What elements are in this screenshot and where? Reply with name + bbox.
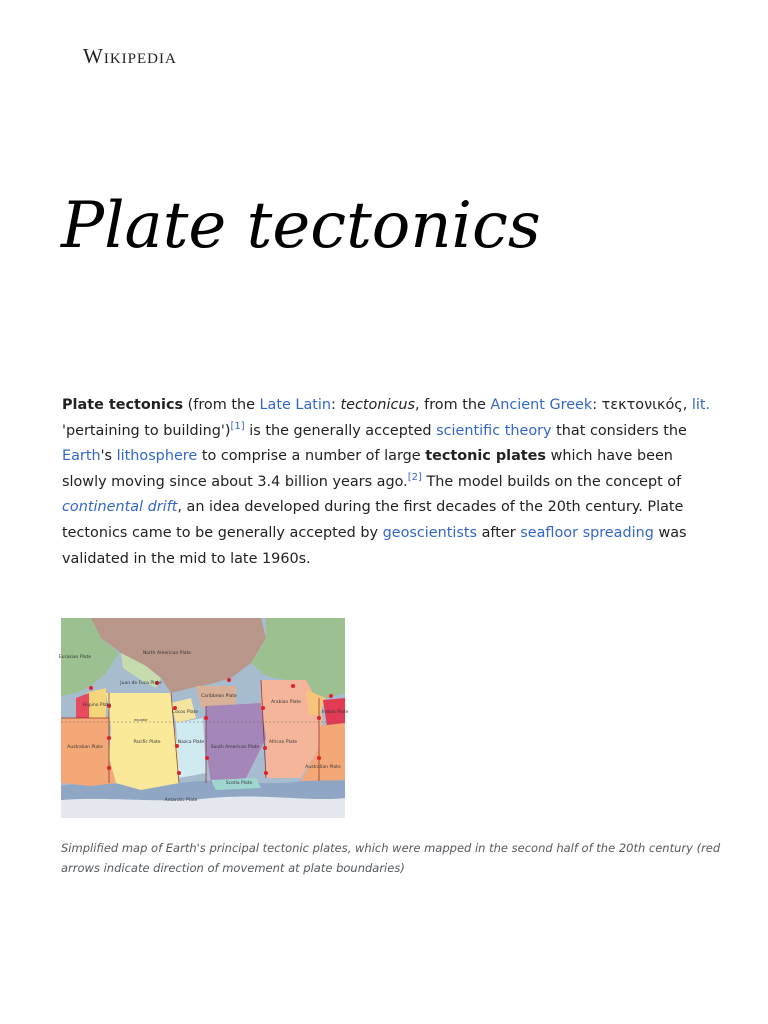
label-indian-plate: Indian Plate xyxy=(321,710,349,715)
lead-text: 's xyxy=(100,448,117,465)
label-australian-plate-east: Australian Plate xyxy=(305,765,341,770)
label-scotia-plate: Scotia Plate xyxy=(225,781,253,786)
link-lit[interactable]: lit. xyxy=(691,397,711,413)
page-title: Plate tectonics xyxy=(61,189,541,263)
link-continental-drift[interactable] xyxy=(62,499,177,515)
reference-2[interactable]: [2] xyxy=(407,471,422,483)
link-continental-drift-text: continental drift xyxy=(62,499,178,516)
label-south-american-plate: South American Plate xyxy=(210,745,260,750)
label-caribbean-plate: Caribbean Plate xyxy=(201,694,237,699)
tectonic-plates-map-image xyxy=(58,618,349,818)
figure-caption: Simplified map of Earth's principal tectonic plates, which were mapped in the second half of the 20th century (red arrows indicate direction of movement at plate boundaries) xyxy=(61,841,721,875)
lead-text: The model builds on the concept of xyxy=(421,473,682,490)
lead-paragraph xyxy=(62,393,712,572)
link-scientific-theory[interactable]: scientific theory xyxy=(436,422,552,439)
lead-text: : τεκτονικός, xyxy=(592,397,692,413)
label-nazca-plate: Nazca Plate xyxy=(177,740,205,745)
lead-text: is the generally accepted xyxy=(244,422,437,439)
link-seafloor-spreading[interactable]: seafloor spreading xyxy=(520,524,654,541)
reference-1[interactable]: [1] xyxy=(230,420,245,432)
link-earth[interactable]: Earth xyxy=(62,448,101,465)
lead-text: , an idea developed during the first decades of the 20th century. Plate tectonics came to be generally accepted by xyxy=(62,499,684,541)
lead-text: (from the xyxy=(183,397,260,413)
label-antarctic-plate: Antarctic Plate xyxy=(164,798,198,803)
label-north-american-plate: North American Plate xyxy=(142,651,192,656)
link-geoscientists[interactable]: geoscientists xyxy=(382,524,478,541)
link-ancient-greek[interactable]: Ancient Greek xyxy=(490,397,593,413)
latin-word: tectonicus xyxy=(340,397,415,413)
lead-text: was validated in the mid to late 1960s. xyxy=(62,524,687,567)
label-eurasian-plate: Eurasian Plate xyxy=(58,655,92,660)
link-lithosphere[interactable]: lithosphere xyxy=(116,448,198,465)
wordmark-text: Wikipedia xyxy=(83,44,177,68)
label-cocos-plate: Cocos Plate xyxy=(171,710,199,715)
lead-text: that considers the xyxy=(551,422,687,439)
label-filipino-plate: Filipino Plate xyxy=(82,703,112,708)
lead-term: Plate tectonics xyxy=(62,397,184,413)
tectonic-plates-term: tectonic plates xyxy=(425,448,546,465)
lead-text: 'pertaining to building') xyxy=(62,422,231,439)
label-juan-de-fuca-plate: Juan de Fuca Plate xyxy=(120,681,162,686)
label-african-plate: African Plate xyxy=(268,740,298,745)
link-late-latin[interactable]: Late Latin xyxy=(259,397,332,413)
lead-text: which have been slowly moving since about 3.4 billion years ago. xyxy=(62,448,673,490)
tectonic-plates-map[interactable] xyxy=(58,618,349,818)
label-pacific-plate: Pacific Plate xyxy=(133,740,161,745)
lead-text: to comprise a number of large xyxy=(197,448,426,465)
lead-text: : xyxy=(331,397,341,413)
wikipedia-wordmark[interactable] xyxy=(83,44,177,69)
label-equator: equator xyxy=(134,718,148,722)
lead-text: after xyxy=(477,524,521,541)
label-australian-plate-west: Australian Plate xyxy=(67,745,103,750)
lead-text: , from the xyxy=(414,397,491,413)
label-arabian-plate: Arabian Plate xyxy=(270,700,302,705)
